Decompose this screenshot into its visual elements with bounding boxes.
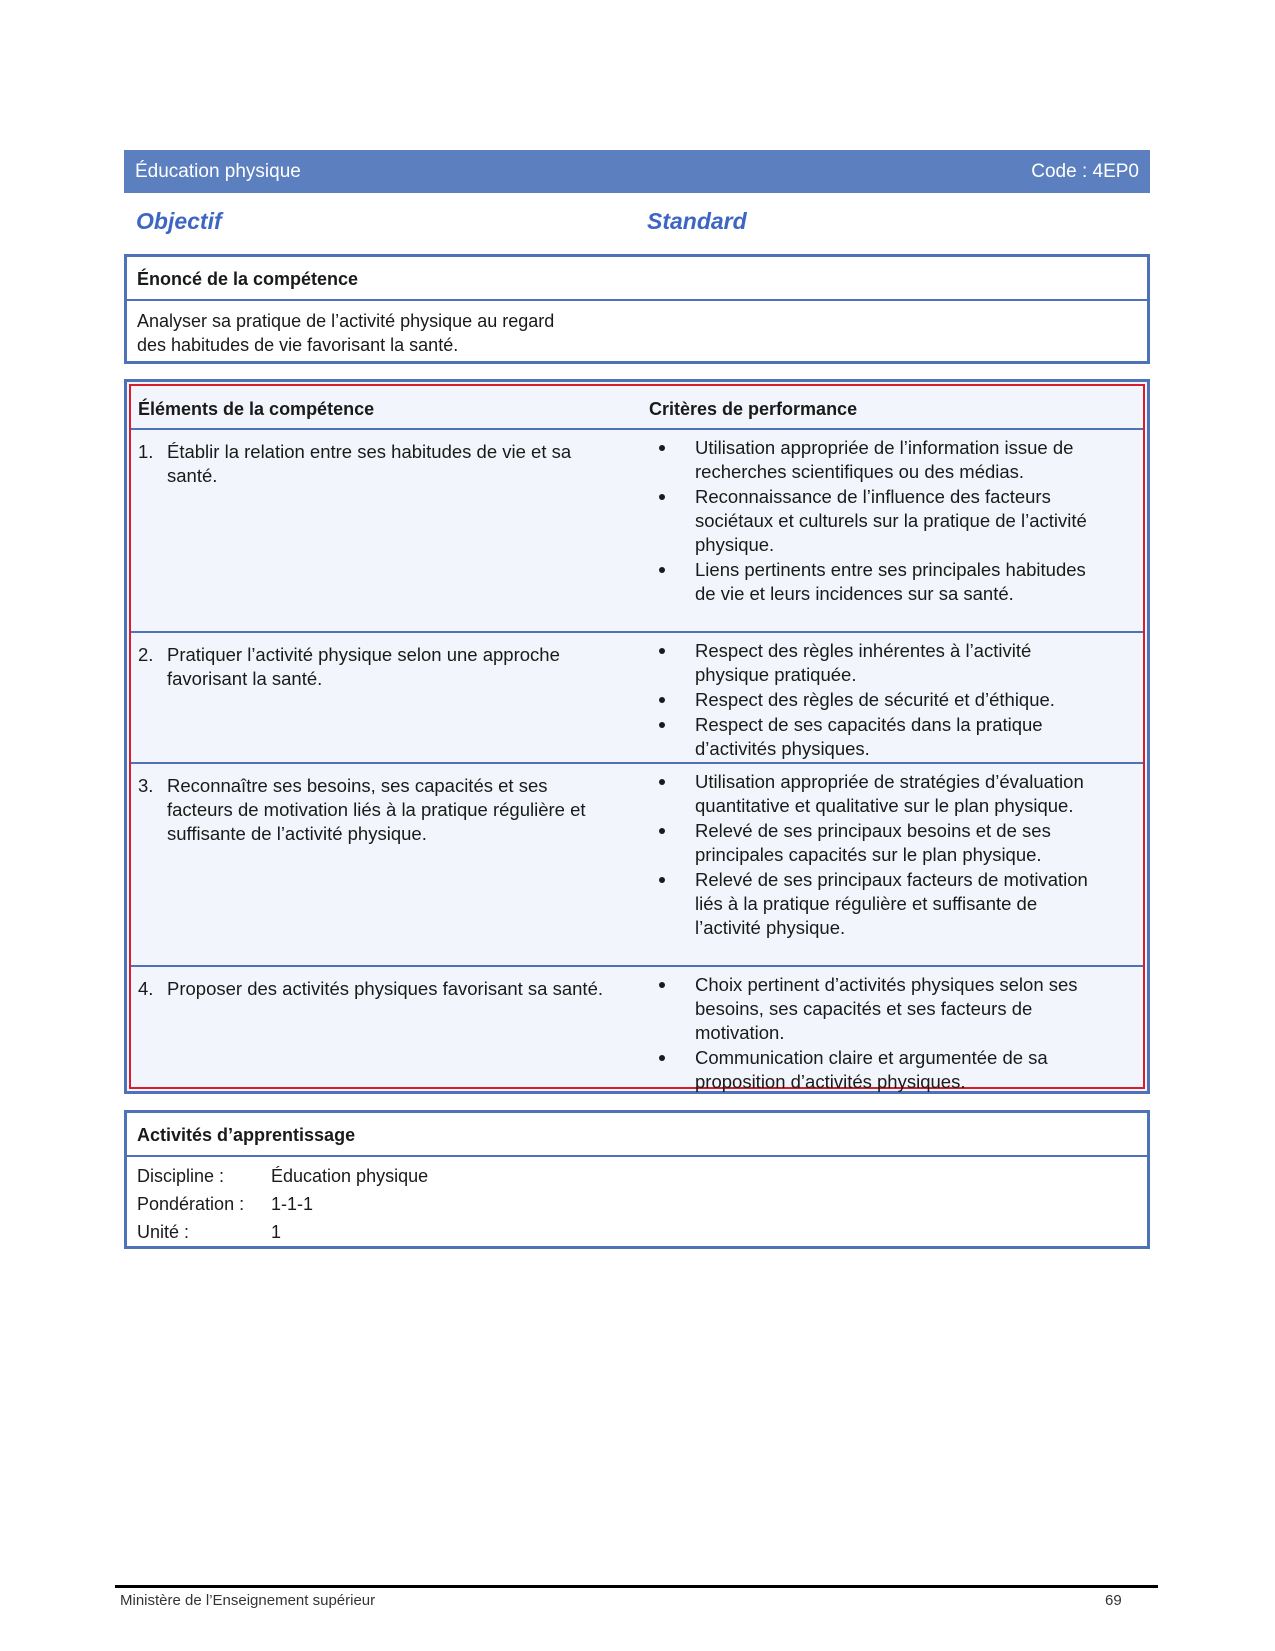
ponderation-value: 1-1-1 xyxy=(271,1194,314,1214)
criterion-text: Communication claire et argumentée de sa proposition d’activités physiques. xyxy=(695,1047,1048,1092)
element-text xyxy=(138,440,618,488)
bullet-icon xyxy=(659,445,665,451)
criterion-text: Utilisation appropriée de stratégies d’évaluation quantitative et qualitative sur le plan physique. xyxy=(695,771,1084,816)
bullet-icon xyxy=(659,567,665,573)
ponderation-label: Pondération : xyxy=(137,1194,245,1214)
criterion-item xyxy=(659,639,1099,687)
header-band xyxy=(124,150,1150,193)
element-text xyxy=(138,774,618,846)
enonce-line-1: Analyser sa pratique de l’activité physique au regard xyxy=(137,311,555,331)
criterion-item xyxy=(659,770,1099,818)
criterion-text: Relevé de ses principaux besoins et de ses principales capacités sur le plan physique. xyxy=(695,820,1051,865)
footer-ministry: Ministère de l’Enseignement supérieur xyxy=(120,1592,376,1609)
bullet-icon xyxy=(659,982,665,988)
bullet-icon xyxy=(659,722,665,728)
bullet-icon xyxy=(659,828,665,834)
activites-box xyxy=(124,1110,1150,1249)
enonce-body xyxy=(127,301,1147,357)
bullet-icon xyxy=(659,779,665,785)
course-title: Éducation physique xyxy=(135,160,301,182)
page-number: 69 xyxy=(1105,1592,1122,1609)
criterion-text: Relevé de ses principaux facteurs de motivation liés à la pratique régulière et suffisante de l’activité physique. xyxy=(695,869,1088,938)
criterion-text: Liens pertinents entre ses principales habitudes de vie et leurs incidences sur sa santé. xyxy=(695,559,1086,604)
ponderation-line xyxy=(127,1190,1147,1218)
enonce-box xyxy=(124,254,1150,364)
element-description: Établir la relation entre ses habitudes de vie et sa santé. xyxy=(167,441,572,486)
criterion-text: Respect des règles de sécurité et d’éthique. xyxy=(695,689,1055,710)
criteria-list xyxy=(659,770,1099,941)
criteria-list xyxy=(659,973,1099,1095)
elements-heading: Éléments de la compétence xyxy=(138,399,375,419)
criterion-item xyxy=(659,713,1099,761)
discipline-line xyxy=(127,1162,1147,1190)
enonce-line-2: des habitudes de vie favorisant la santé. xyxy=(137,335,459,355)
elements-inner xyxy=(129,384,1145,1092)
elements-table xyxy=(124,379,1150,1094)
criterion-item xyxy=(659,819,1099,867)
activites-title: Activités d’apprentissage xyxy=(127,1113,1147,1157)
unite-value: 1 xyxy=(271,1222,282,1242)
criterion-item xyxy=(659,868,1099,940)
element-text xyxy=(138,977,618,1001)
element-number: 1. xyxy=(138,441,154,462)
criteria-heading: Critères de performance xyxy=(649,399,858,419)
element-description: Reconnaître ses besoins, ses capacités et ses facteurs de motivation liés à la pratique régulière et suffisante de l’activité physique. xyxy=(167,775,586,844)
criterion-text: Respect des règles inhérentes à l’activité physique pratiquée. xyxy=(695,640,1032,685)
criterion-text: Reconnaissance de l’influence des facteurs sociétaux et culturels sur la pratique de l’activité physique. xyxy=(695,486,1087,555)
criterion-item xyxy=(659,436,1099,484)
bullet-icon xyxy=(659,877,665,883)
criterion-text: Respect de ses capacités dans la pratique d’activités physiques. xyxy=(695,714,1043,759)
criterion-item xyxy=(659,558,1099,606)
course-code: Code : 4EP0 xyxy=(1031,160,1139,182)
element-number: 2. xyxy=(138,644,154,665)
table-row xyxy=(131,633,1143,764)
table-row xyxy=(131,764,1143,967)
bullet-icon xyxy=(659,494,665,500)
footer-rule xyxy=(115,1585,1158,1588)
criterion-text: Choix pertinent d’activités physiques selon ses besoins, ses capacités et ses facteurs de motivation. xyxy=(695,974,1078,1043)
criteria-list xyxy=(659,436,1099,607)
element-number: 3. xyxy=(138,775,154,796)
standard-label: Standard xyxy=(647,208,747,234)
enonce-title: Énoncé de la compétence xyxy=(127,257,1147,301)
element-description: Pratiquer l’activité physique selon une approche favorisant la santé. xyxy=(167,644,560,689)
element-description: Proposer des activités physiques favorisant sa santé. xyxy=(167,978,604,999)
element-number: 4. xyxy=(138,978,154,999)
criterion-text: Utilisation appropriée de l’information issue de recherches scientifiques ou des médias. xyxy=(695,437,1074,482)
activites-body xyxy=(127,1157,1147,1246)
discipline-value: Éducation physique xyxy=(271,1166,429,1186)
subheader xyxy=(136,208,756,236)
table-row xyxy=(131,430,1143,633)
discipline-label: Discipline : xyxy=(137,1166,225,1186)
criteria-list xyxy=(659,639,1099,762)
bullet-icon xyxy=(659,697,665,703)
bullet-icon xyxy=(659,1055,665,1061)
table-row xyxy=(131,967,1143,1092)
criterion-item xyxy=(659,688,1099,712)
bullet-icon xyxy=(659,648,665,654)
criterion-item xyxy=(659,1046,1099,1094)
elements-header xyxy=(131,386,1143,430)
element-text xyxy=(138,643,618,691)
objectif-label: Objectif xyxy=(136,208,222,234)
criterion-item xyxy=(659,485,1099,557)
unite-label: Unité : xyxy=(137,1222,190,1242)
unite-line xyxy=(127,1218,1147,1246)
criterion-item xyxy=(659,973,1099,1045)
